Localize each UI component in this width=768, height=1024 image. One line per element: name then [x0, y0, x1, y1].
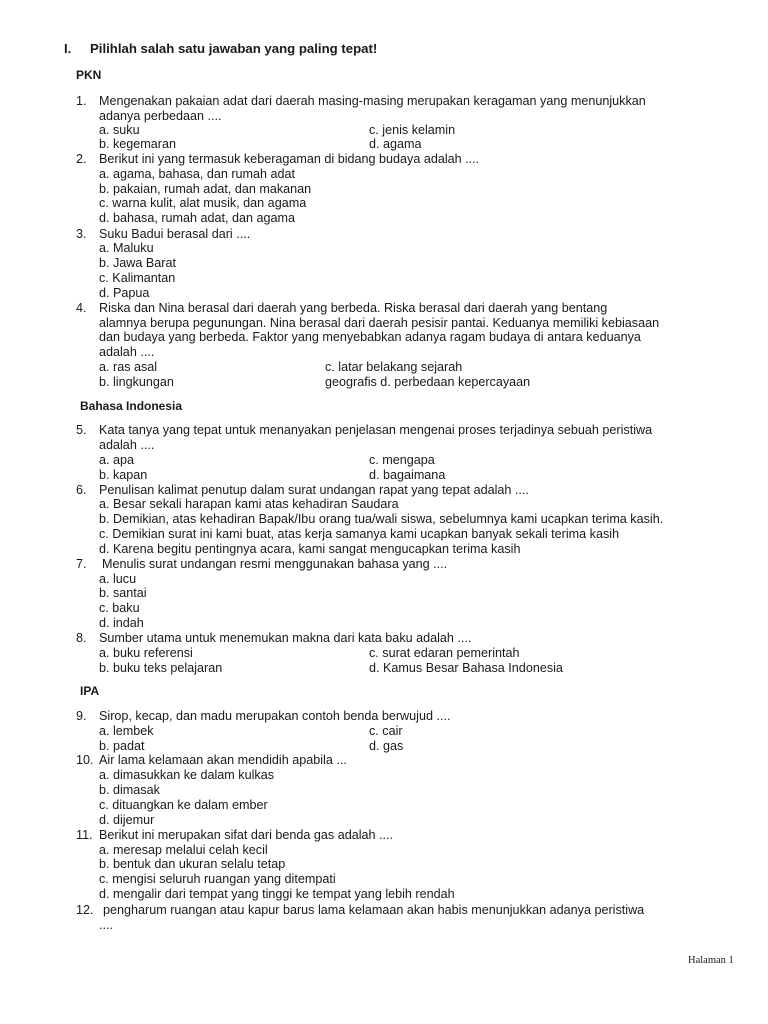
- option-b: b. kapan: [99, 468, 148, 482]
- option-c: c. Kalimantan: [99, 271, 176, 285]
- option-c: c. warna kulit, alat musik, dan agama: [99, 196, 307, 210]
- option-d: geografis d. perbedaan kepercayaan: [325, 375, 531, 389]
- question-text: Penulisan kalimat penutup dalam surat undangan rapat yang tepat adalah ....: [99, 483, 529, 497]
- option-d: d. Karena begitu pentingnya acara, kami sangat mengucapkan terima kasih: [99, 542, 521, 556]
- question-text: Kata tanya yang tepat untuk menanyakan penjelasan mengenai proses terjadinya sebuah peristiwa: [99, 423, 653, 437]
- option-c: c. surat edaran pemerintah: [369, 646, 520, 660]
- question-text: Air lama kelamaan akan mendidih apabila ...: [99, 753, 347, 767]
- option-a: a. suku: [99, 123, 140, 137]
- option-b: b. padat: [99, 739, 145, 753]
- question-number: 3.: [76, 227, 87, 241]
- option-d: d. Kamus Besar Bahasa Indonesia: [369, 661, 563, 675]
- option-a: a. agama, bahasa, dan rumah adat: [99, 167, 296, 181]
- question-text: adalah ....: [99, 438, 155, 452]
- option-b: b. pakaian, rumah adat, dan makanan: [99, 182, 312, 196]
- question-number: 2.: [76, 152, 87, 166]
- question-text: Riska dan Nina berasal dari daerah yang berbeda. Riska berasal dari daerah yang bentang: [99, 301, 608, 315]
- question-number: 6.: [76, 483, 87, 497]
- option-d: d. gas: [369, 739, 404, 753]
- question-text: Suku Badui berasal dari ....: [99, 227, 251, 241]
- option-d: d. mengalir dari tempat yang tinggi ke tempat yang lebih rendah: [99, 887, 455, 901]
- option-a: a. lucu: [99, 572, 137, 586]
- option-b: b. Jawa Barat: [99, 256, 177, 270]
- option-c: c. cair: [369, 724, 403, 738]
- option-a: a. buku referensi: [99, 646, 193, 660]
- question-number: 4.: [76, 301, 87, 315]
- option-b: b. Demikian, atas kehadiran Bapak/Ibu orang tua/wali siswa, sebelumnya kami ucapkan terima kasih.: [99, 512, 664, 526]
- option-b: b. santai: [99, 586, 147, 600]
- question-number: 12.: [76, 903, 94, 917]
- option-b: b. buku teks pelajaran: [99, 661, 223, 675]
- section-heading-pkn: PKN: [76, 68, 102, 82]
- page-number: Halaman 1: [688, 955, 734, 966]
- option-c: c. baku: [99, 601, 140, 615]
- option-a: a. ras asal: [99, 360, 158, 374]
- question-text: dan budaya yang berbeda. Faktor yang menyebabkan adanya ragam budaya di antara keduanya: [99, 330, 641, 344]
- question-text: ....: [99, 918, 113, 932]
- question-number: 7.: [76, 557, 87, 571]
- option-d: d. Papua: [99, 286, 150, 300]
- option-c: c. dituangkan ke dalam ember: [99, 798, 268, 812]
- question-number: 8.: [76, 631, 87, 645]
- option-b: b. lingkungan: [99, 375, 174, 389]
- option-d: d. bagaimana: [369, 468, 446, 482]
- question-number: 5.: [76, 423, 87, 437]
- question-text: adanya perbedaan ....: [99, 109, 222, 123]
- option-a: a. dimasukkan ke dalam kulkas: [99, 768, 274, 782]
- option-a: a. Maluku: [99, 241, 154, 255]
- option-a: a. Besar sekali harapan kami atas kehadiran Saudara: [99, 497, 399, 511]
- option-c: c. mengisi seluruh ruangan yang ditempati: [99, 872, 336, 886]
- option-c: c. jenis kelamin: [369, 123, 456, 137]
- question-text: Sirop, kecap, dan madu merupakan contoh benda berwujud ....: [99, 709, 451, 723]
- option-d: d. dijemur: [99, 813, 155, 827]
- question-text: pengharum ruangan atau kapur barus lama kelamaan akan habis menunjukkan adanya peristiwa: [103, 903, 645, 917]
- option-b: b. dimasak: [99, 783, 160, 797]
- option-c: c. latar belakang sejarah: [325, 360, 463, 374]
- question-number: 11.: [76, 828, 93, 842]
- question-number: 1.: [76, 94, 87, 108]
- question-text: Menulis surat undangan resmi menggunakan bahasa yang ....: [102, 557, 448, 571]
- question-text: Berikut ini yang termasuk keberagaman di bidang budaya adalah ....: [99, 152, 480, 166]
- option-d: d. agama: [369, 137, 422, 151]
- instruction-number: I.: [64, 41, 72, 56]
- question-text: Berikut ini merupakan sifat dari benda gas adalah ....: [99, 828, 394, 842]
- option-c: c. Demikian surat ini kami buat, atas kerja samanya kami ucapkan banyak sekali terima kasih: [99, 527, 620, 541]
- option-c: c. mengapa: [369, 453, 435, 467]
- question-text: Mengenakan pakaian adat dari daerah masing-masing merupakan keragaman yang menunjukkan: [99, 94, 646, 108]
- question-text: Sumber utama untuk menemukan makna dari kata baku adalah ....: [99, 631, 472, 645]
- section-heading-ipa: IPA: [80, 684, 100, 698]
- option-a: a. meresap melalui celah kecil: [99, 843, 268, 857]
- section-heading-bahasa-indonesia: Bahasa Indonesia: [80, 399, 183, 413]
- option-b: b. kegemaran: [99, 137, 177, 151]
- option-a: a. apa: [99, 453, 135, 467]
- option-a: a. lembek: [99, 724, 154, 738]
- option-b: b. bentuk dan ukuran selalu tetap: [99, 857, 286, 871]
- instruction-title: Pilihlah salah satu jawaban yang paling tepat!: [90, 41, 378, 56]
- option-d: d. indah: [99, 616, 144, 630]
- question-text: alamnya berupa pegunungan. Nina berasal dari daerah pesisir pantai. Keduanya memiliki kebiasaan: [99, 316, 660, 330]
- question-number: 9.: [76, 709, 87, 723]
- question-text: adalah ....: [99, 345, 155, 359]
- option-d: d. bahasa, rumah adat, dan agama: [99, 211, 296, 225]
- question-number: 10.: [76, 753, 94, 767]
